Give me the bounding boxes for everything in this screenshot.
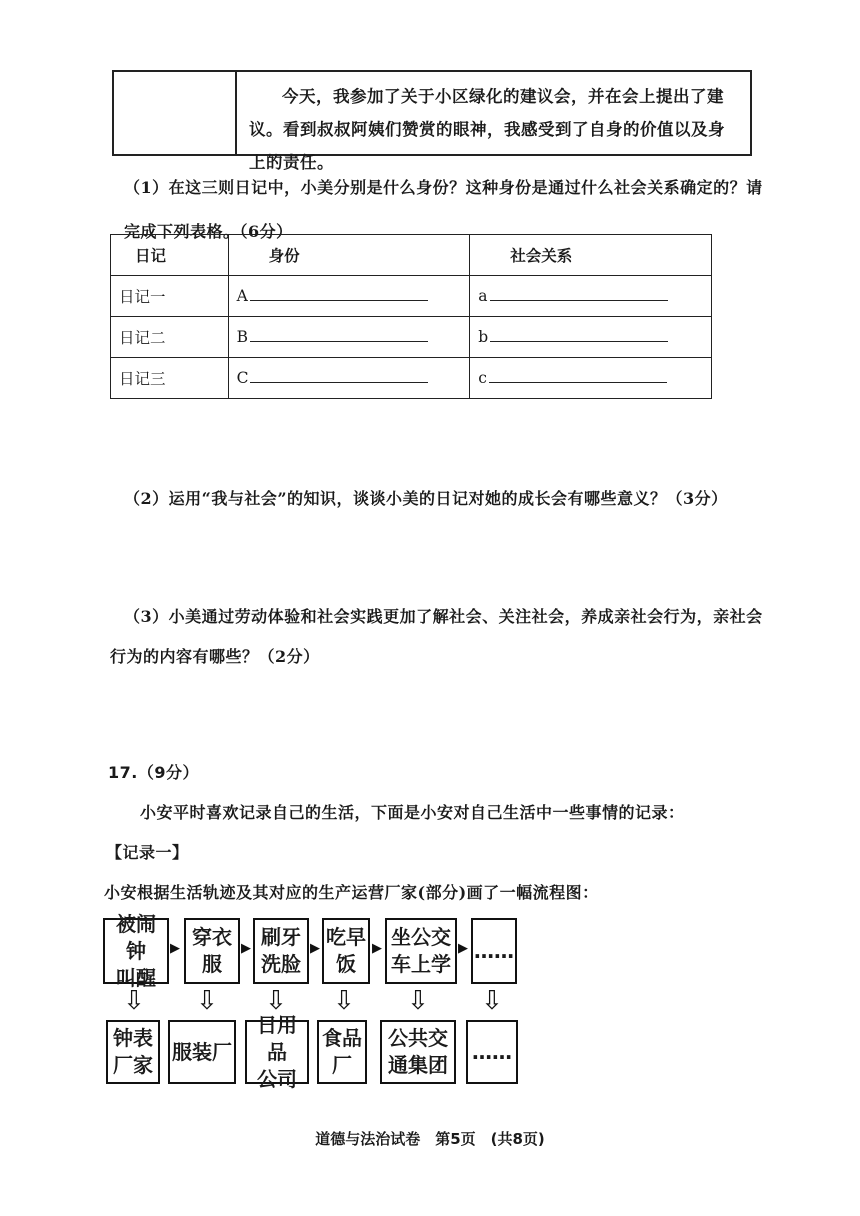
down-arrow-icon: ⇩ (481, 986, 503, 1016)
relation-answer-cell[interactable] (470, 317, 712, 358)
flow-box-line: 车上学 (391, 952, 451, 976)
identity-table (110, 234, 712, 399)
question-1: （1）在这三则日记中，小美分别是什么身份？这种身份是通过什么社会关系确定的？请完成下列表格。（6分） (124, 178, 763, 241)
question-17-header: 17.（9分） (108, 763, 199, 782)
flow-box-line: 服 (202, 952, 222, 976)
flow-box-line: 穿衣 (192, 925, 232, 949)
identity-letter: B (236, 328, 248, 346)
table-row (111, 317, 712, 358)
flow-intro: 小安根据生活轨迹及其对应的生产运营厂家(部分)画了一幅流程图： (104, 883, 599, 902)
flow-box-line: …… (474, 938, 514, 963)
identity-answer-cell[interactable] (228, 317, 470, 358)
right-arrow-icon: ▶ (241, 941, 251, 956)
flow-box-alarm (103, 911, 169, 990)
flow-box-line: 食品 (322, 1026, 362, 1050)
identity-answer-cell[interactable] (228, 276, 470, 317)
flow-box-line: 日用品 (257, 1012, 297, 1064)
flow-box-breakfast (322, 918, 370, 984)
down-arrow-icon: ⇩ (123, 986, 145, 1016)
flow-box-bus (385, 918, 457, 984)
header-identity: 身份 (228, 235, 470, 276)
flow-box-line: 饭 (336, 952, 356, 976)
relation-answer-cell[interactable] (470, 276, 712, 317)
flow-box-clock-factory (106, 1020, 160, 1084)
flow-box-line: 公共交 (388, 1026, 448, 1050)
row-diary-label: 日记三 (111, 358, 229, 399)
table-row (111, 358, 712, 399)
flow-box-line: …… (472, 1039, 512, 1064)
diary-text: 今天，我参加了关于小区绿化的建议会，并在会上提出了建议。看到叔叔阿姨们赞赏的眼神，我感受到了自身的价值以及身上的责任。 (249, 87, 725, 172)
relation-letter: a (478, 287, 488, 305)
right-arrow-icon: ▶ (458, 941, 468, 956)
question-3-line-1: （3）小美通过劳动体验和社会实践更加了解社会、关注社会，养成亲社会行为，亲社会 (124, 607, 763, 626)
flow-box-line: 钟表 (113, 1026, 153, 1050)
answer-blank[interactable] (490, 287, 668, 301)
down-arrow-icon: ⇩ (196, 986, 218, 1016)
page-footer: 道德与法治试卷 第5页 (共8页) (315, 1130, 545, 1148)
relation-letter: c (478, 369, 487, 387)
identity-answer-cell[interactable] (228, 358, 470, 399)
answer-blank[interactable] (489, 369, 667, 383)
question-17-intro: 小安平时喜欢记录自己的生活，下面是小安对自己生活中一些事情的记录： (140, 803, 685, 822)
diary-box (112, 70, 752, 172)
diary-label-cell (114, 72, 237, 154)
flow-box-wash (253, 918, 309, 984)
flow-box-food-factory (317, 1020, 367, 1084)
flow-box-line: 吃早 (326, 925, 366, 949)
row-diary-label: 日记一 (111, 276, 229, 317)
flow-box-line: 通集团 (388, 1053, 448, 1077)
flow-box-daily-goods-company (245, 1012, 309, 1091)
answer-blank[interactable] (490, 328, 668, 342)
question-3-line-2: 行为的内容有哪些？（2分） (110, 647, 320, 666)
flow-box-dress (184, 918, 240, 984)
identity-letter: C (236, 369, 249, 387)
flow-box-line: 厂家 (113, 1053, 153, 1077)
relation-letter: b (478, 328, 489, 346)
right-arrow-icon: ▶ (372, 941, 382, 956)
row-diary-label: 日记二 (111, 317, 229, 358)
header-relation: 社会关系 (470, 235, 712, 276)
flow-box-line: 洗脸 (261, 952, 301, 976)
flow-box-line: 公司 (257, 1066, 297, 1091)
question-2: （2）运用“我与社会”的知识，谈谈小美的日记对她的成长会有哪些意义？（3分） (124, 489, 728, 508)
flow-box-ellipsis (466, 1020, 518, 1084)
flow-box-clothing-factory (168, 1020, 236, 1084)
flow-box-line: 刷牙 (261, 925, 301, 949)
flow-box-ellipsis (471, 918, 517, 984)
flow-box-transit-group (380, 1020, 456, 1084)
relation-answer-cell[interactable] (470, 358, 712, 399)
flow-box-line: 坐公交 (391, 925, 451, 949)
flow-box-line: 被闹钟 (116, 911, 156, 963)
answer-blank[interactable] (250, 328, 428, 342)
flow-box-line: 厂 (332, 1053, 352, 1077)
flow-box-line: 叫醒 (116, 965, 156, 990)
table-header-row (111, 235, 712, 276)
down-arrow-icon: ⇩ (407, 986, 429, 1016)
table-row (111, 276, 712, 317)
right-arrow-icon: ▶ (170, 941, 180, 956)
right-arrow-icon: ▶ (310, 941, 320, 956)
answer-blank[interactable] (250, 287, 428, 301)
down-arrow-icon: ⇩ (265, 986, 287, 1016)
down-arrow-icon: ⇩ (333, 986, 355, 1016)
header-diary: 日记 (111, 235, 229, 276)
identity-letter: A (236, 287, 248, 305)
answer-blank[interactable] (250, 369, 428, 383)
record-label: 【记录一】 (106, 843, 189, 862)
flow-box-line: 服装厂 (172, 1039, 232, 1064)
